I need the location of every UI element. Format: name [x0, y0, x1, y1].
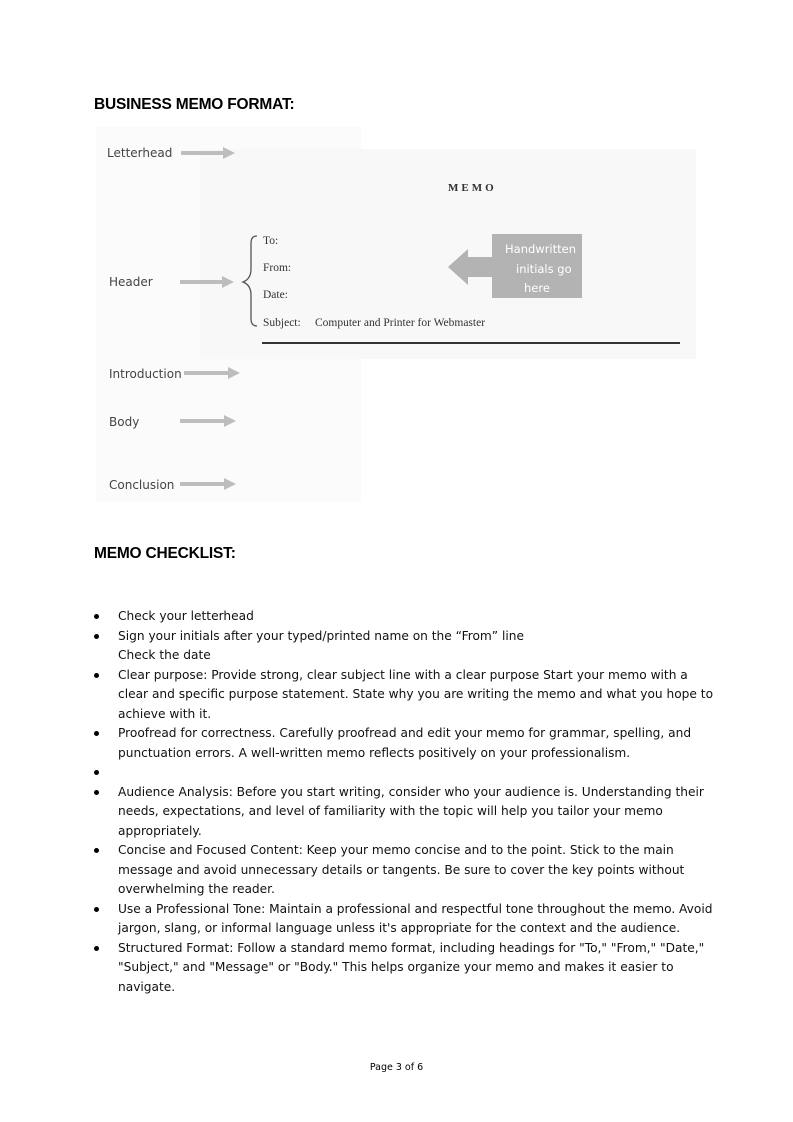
callout-line-3: here — [524, 281, 550, 295]
page-footer: Page 3 of 6 — [369, 1062, 424, 1073]
list-item: Audience Analysis: Before you start writing, consider who your audience is. Understanding their needs, expectations, and level of familiarity with the topic will help you tailor your memo appropriately. — [94, 783, 714, 842]
callout-line-1: Handwritten — [505, 242, 576, 256]
list-item: Structured Format: Follow a standard memo format, including headings for "To," "From," "Date," "Subject," and "Message" or "Body." This helps organize your memo and makes it easier to navigate. — [94, 939, 714, 998]
bullet-icon — [94, 907, 99, 912]
bullet-icon — [94, 946, 99, 951]
list-item: Proofread for correctness. Carefully proofread and edit your memo for grammar, spelling, and punctuation errors. A well-written memo reflects positively on your professionalism. — [94, 724, 714, 763]
label-letterhead: Letterhead — [107, 146, 173, 160]
bullet-icon — [94, 673, 99, 678]
list-item: Concise and Focused Content: Keep your memo concise and to the point. Stick to the main message and avoid unnecessary details or tangents. Be sure to cover the key points without overwhelming the reader. — [94, 841, 714, 900]
bullet-icon — [94, 790, 99, 795]
field-subject-value: Computer and Printer for Webmaster — [315, 317, 486, 329]
list-item: Sign your initials after your typed/printed name on the “From” line Check the date — [94, 627, 714, 666]
list-item: Check your letterhead — [94, 607, 714, 627]
label-introduction: Introduction — [109, 367, 182, 381]
memo-format-diagram — [96, 127, 696, 502]
list-item-sub: Check the date — [118, 648, 211, 662]
field-subject: Subject: — [263, 317, 301, 329]
section-heading-format: BUSINESS MEMO FORMAT: — [94, 96, 295, 113]
bullet-icon — [94, 848, 99, 853]
bullet-icon — [94, 614, 99, 619]
field-from: From: — [263, 262, 292, 274]
list-item: Clear purpose: Provide strong, clear subject line with a clear purpose Start your memo with a clear and specific purpose statement. State why you are writing the memo and what you hope to achieve with it. — [94, 666, 714, 725]
field-date: Date: — [263, 289, 288, 301]
label-header: Header — [109, 275, 153, 289]
label-body: Body — [109, 415, 140, 429]
bullet-icon — [94, 731, 99, 736]
list-item-empty — [94, 763, 714, 783]
memo-title: MEMO — [448, 182, 497, 194]
bullet-icon — [94, 770, 99, 775]
checklist — [94, 607, 714, 997]
list-item: Use a Professional Tone: Maintain a professional and respectful tone throughout the memo. Avoid jargon, slang, or informal language unless it's appropriate for the context and the audience. — [94, 900, 714, 939]
label-conclusion: Conclusion — [109, 478, 175, 492]
section-heading-checklist: MEMO CHECKLIST: — [94, 545, 236, 562]
callout-line-2: initials go — [516, 262, 572, 276]
bullet-icon — [94, 634, 99, 639]
field-to: To: — [263, 235, 279, 247]
